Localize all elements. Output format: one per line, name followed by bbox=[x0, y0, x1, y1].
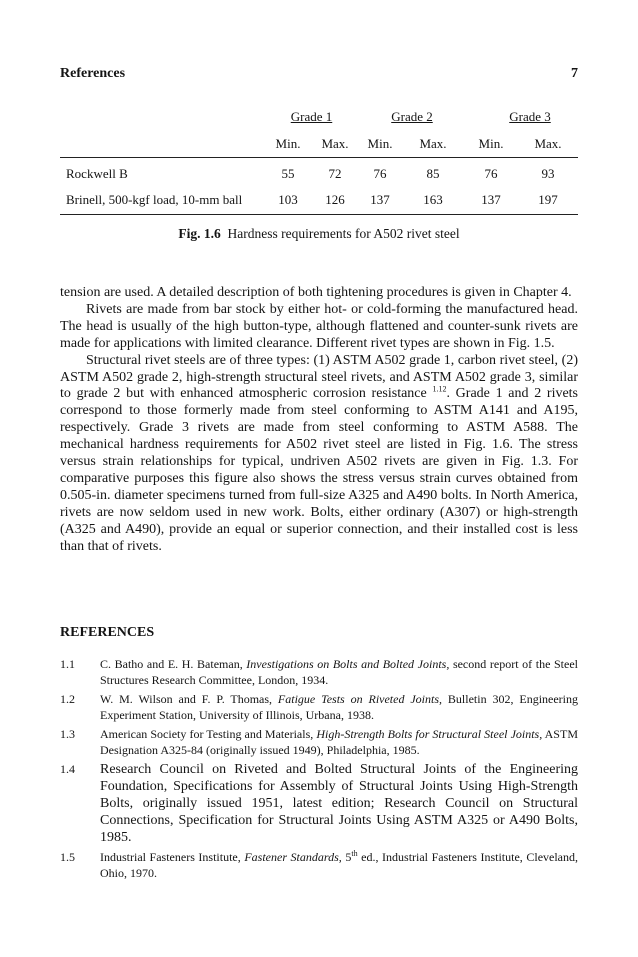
reference-text: Industrial Fasteners Institute, bbox=[100, 850, 245, 864]
table-cell: 76 bbox=[484, 166, 498, 181]
paragraph bbox=[60, 353, 578, 556]
subheader: Min. bbox=[275, 136, 301, 151]
table-cell: 137 bbox=[370, 192, 390, 207]
grade-1-header: Grade 1 bbox=[290, 109, 333, 124]
table-grade-header-row bbox=[60, 109, 578, 127]
reference-text: C. Batho and E. H. Bateman, bbox=[100, 657, 247, 671]
table-cell: 137 bbox=[481, 192, 501, 207]
table-cell: 126 bbox=[325, 192, 345, 207]
paragraph-text: . Grade 1 and 2 rivets correspond to those formerly made from steel conforming to ASTM A141 and A195, respectively. Grade 3 rivets are made from steel conforming to ASTM A588. The mechanical hardness requirements for A502 rivet steel are listed in Fig. 1.6. The stress versus strain relationships for typical, undriven A502 rivets are given in Fig. 1.3. For comparative purposes this figure also shows the stress versus strain curves obtained from 0.505-in. diameter specimens turned from full-size A325 and A490 bolts. In North America, rivets are now seldom used in new work. Bolts, either ordinary (A307) or high-strength (A325 and A490), provide an equal or superior connection, and their installed cost is less than that of rivets. bbox=[60, 386, 579, 554]
reference-text: W. M. Wilson and F. P. Thomas, bbox=[100, 692, 278, 706]
paragraph: Rivets are made from bar stock by either hot- or cold-forming the manufactured head. The head is usually of the high button-type, although flattened and counter-sunk rivets are made for applications with limited clearance. Different rivet types are shown in Fig. 1.5. bbox=[60, 301, 578, 351]
table-cell: 72 bbox=[328, 166, 342, 181]
table-cell: 76 bbox=[373, 166, 387, 181]
reference-number: 1.1 bbox=[60, 657, 75, 671]
references-list bbox=[60, 656, 578, 884]
paragraph-text: Structural rivet steels are of three types: (1) ASTM A502 grade 1, carbon rivet steel, (2) ASTM A502 grade 2, high-strength structural steel rivets, and ASTM A502 grade 3, similar to grade 2 but with enhanced atmospheric corrosion resistance bbox=[60, 352, 578, 402]
reference-text: ed., Industrial Fasteners Institute, Cleveland, Ohio, 1970. bbox=[100, 850, 579, 880]
table-rule bbox=[60, 157, 578, 158]
reference-title: Investigations on Bolts and Bolted Joints, bbox=[246, 657, 450, 671]
running-head-title: References bbox=[60, 66, 126, 81]
reference-title: High-Strength Bolts for Structural Steel Joints, bbox=[316, 727, 543, 741]
row-label: Brinell, 500-kgf load, 10-mm ball bbox=[66, 192, 243, 207]
subheader: Max. bbox=[419, 136, 447, 151]
reference-text: Bulletin 302, Engineering Experiment Station, University of Illinois, Urbana, 1938. bbox=[100, 692, 579, 722]
table-cell: 93 bbox=[541, 166, 555, 181]
figure-label: Fig. 1.6 bbox=[178, 226, 221, 241]
table-subheader-row bbox=[60, 136, 578, 154]
reference-item bbox=[60, 691, 578, 723]
reference-number: 1.4 bbox=[60, 762, 75, 776]
grade-3-header: Grade 3 bbox=[509, 109, 551, 124]
ordinal-superscript: th bbox=[351, 849, 358, 858]
table-rule bbox=[60, 214, 578, 215]
table-cell: 163 bbox=[423, 192, 443, 207]
table-cell: 197 bbox=[538, 192, 558, 207]
table-cell: 85 bbox=[426, 166, 440, 181]
running-head bbox=[60, 66, 578, 84]
table-cell: 55 bbox=[281, 166, 295, 181]
table-cell: 103 bbox=[278, 192, 298, 207]
grade-2-header: Grade 2 bbox=[391, 109, 433, 124]
reference-item bbox=[60, 761, 578, 846]
reference-title: Fatigue Tests on Riveted Joints, bbox=[277, 692, 443, 706]
reference-number: 1.2 bbox=[60, 692, 75, 706]
figure-caption-text: Hardness requirements for A502 rivet steel bbox=[227, 226, 460, 241]
reference-item bbox=[60, 849, 578, 881]
reference-number: 1.5 bbox=[60, 850, 75, 864]
row-label: Rockwell B bbox=[66, 166, 128, 181]
paragraph: tension are used. A detailed description of both tightening procedures is given in Chapter 4. bbox=[60, 285, 572, 300]
reference-text: 5 bbox=[341, 850, 352, 864]
table-row bbox=[60, 166, 578, 184]
reference-item bbox=[60, 726, 578, 758]
reference-text: second report of the Steel Structures Research Committee, London, 1934. bbox=[100, 657, 578, 687]
subheader: Max. bbox=[321, 136, 349, 151]
reference-item bbox=[60, 656, 578, 688]
reference-text: American Society for Testing and Materials, bbox=[100, 727, 317, 741]
page-number: 7 bbox=[571, 66, 578, 81]
references-heading: REFERENCES bbox=[60, 625, 155, 640]
body-text bbox=[60, 285, 578, 556]
subheader: Max. bbox=[534, 136, 562, 151]
reference-number: 1.3 bbox=[60, 727, 75, 741]
subheader: Min. bbox=[367, 136, 393, 151]
table-row bbox=[60, 192, 578, 210]
figure-caption bbox=[60, 226, 578, 242]
subheader: Min. bbox=[478, 136, 504, 151]
reference-title: Fastener Standards, bbox=[244, 850, 342, 864]
reference-text: ASTM Designation A325-84 (originally issued 1949), Philadelphia, 1985. bbox=[100, 727, 578, 757]
reference-text: Research Council on Riveted and Bolted Structural Joints of the Engineering Foundation, Specifications for Assembly of Structural Joints Using High-Strength Bolts, originally issued 1951, latest edition; Research Council on Structural Connections, Specification for Structural Joints Using ASTM A325 or A490 Bolts, 1985. bbox=[100, 762, 578, 845]
citation-superscript: 1.12 bbox=[432, 384, 447, 394]
